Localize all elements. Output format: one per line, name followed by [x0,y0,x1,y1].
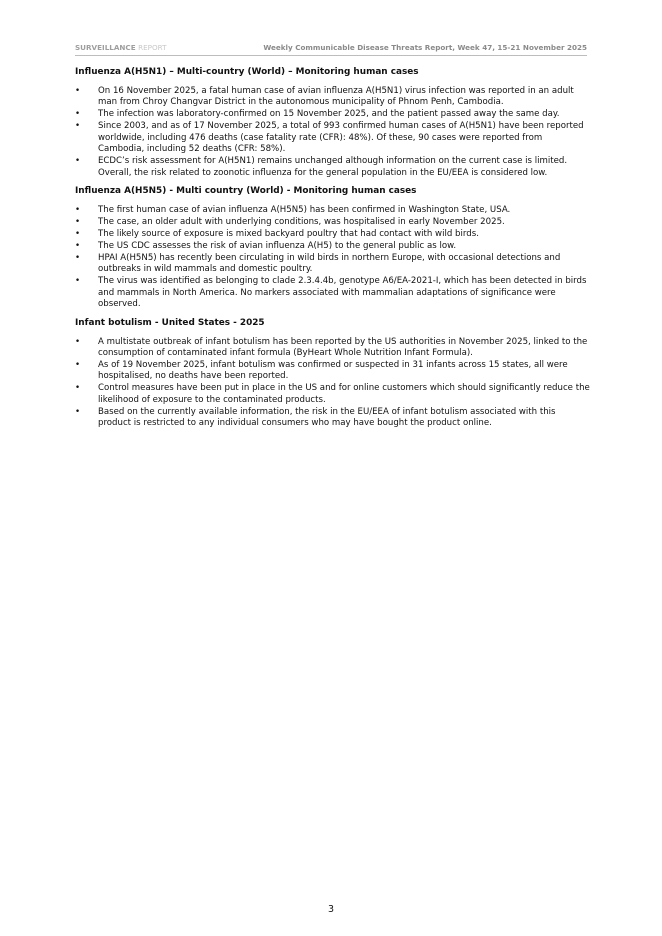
section-title-infant-botulism: Infant botulism - United States - 2025 [75,317,265,328]
section-title-h5n1: Influenza A(H5N1) – Multi-country (World) – Monitoring human cases [75,67,419,77]
bullet-text: The US CDC assesses the risk of avian influenza A(H5) to the general public as low. [98,241,457,252]
bullet-item [75,217,590,228]
bullet-item [75,205,590,216]
bullet-item [75,360,590,383]
page-number: 3 [327,904,335,915]
bullet-text: Since 2003, and as of 17 November 2025, a total of 993 confirmed human cases of A(H5N1) have been reported worldwide, including 476 deaths (case fatality rate (CFR): 48%). Of these, 90 cases were reported from Cambodia, including 52 deaths (CFR: 58%). [98,121,584,155]
bullet-marker: • [75,253,81,264]
header-label-bold: SURVEILLANCE [75,43,136,52]
bullet-marker: • [75,156,81,167]
bullet-marker: • [75,229,81,240]
report-content [75,66,590,436]
bullet-item [75,276,590,310]
bullet-item [75,253,590,276]
bullet-marker: • [75,383,81,394]
bullet-marker: • [75,336,81,347]
bullet-marker: • [75,86,81,96]
bullet-text: ECDC’s risk assessment for A(H5N1) remains unchanged although information on the current case is limited. Overall, the risk related to zoonotic influenza for the general population in the EU/EEA is considered low. [98,156,568,178]
bullet-marker: • [75,276,81,287]
bullet-text: Based on the currently available information, the risk in the EU/EEA of infant botulism associated with this product is restricted to any individual consumers who may have bought the product online. [98,406,556,429]
bullet-marker: • [75,121,81,132]
section-bullets-h5n1 [75,86,590,179]
bullet-item [75,121,590,155]
bullet-marker: • [75,406,81,417]
bullet-item [75,229,590,240]
bullet-text: Control measures have been put in place in the US and for online customers which should significantly reduce the likelihood of exposure to the contaminated products. [98,383,590,405]
bullet-item [75,156,590,179]
bullet-text: The case, an older adult with underlying conditions, was hospitalised in early November 2025. [98,217,505,228]
bullet-marker: • [75,360,81,371]
bullet-marker: • [75,241,81,252]
bullet-marker: • [75,217,81,228]
bullet-marker: • [75,205,81,216]
bullet-item [75,407,590,430]
bullet-text: The first human case of avian influenza A(H5N5) has been confirmed in Washington State, USA. [98,205,511,216]
page-header [75,43,587,56]
bullet-text: As of 19 November 2025, infant botulism was confirmed or suspected in 31 infants across 15 states, all were hospitalised, no deaths have been reported. [98,360,568,382]
header-label-light: REPORT [138,43,167,52]
bullet-text: The virus was identified as belonging to clade 2.3.4.4b, genotype A6/EA-2021-I, which has been detected in birds and mammals in North America. No markers associated with mammalian adaptations of significance were observed. [98,276,587,310]
bullet-item [75,383,590,406]
bullet-text: On 16 November 2025, a fatal human case of avian influenza A(H5N1) virus infection was reported in an adult man from Chroy Changvar District in the autonomous municipality of Phnom Penh, Cambodia. [98,86,574,108]
header-report-title: Weekly Communicable Disease Threats Report, Week 47, 15-21 November 2025 [263,43,587,52]
section-bullets-h5n5 [75,205,590,311]
section-title-h5n5: Influenza A(H5N5) - Multi country (World) - Monitoring human cases [75,186,417,197]
header-label [75,43,167,53]
bullet-item [75,86,590,109]
bullet-item [75,337,590,360]
bullet-text: The infection was laboratory-confirmed on 15 November 2025, and the patient passed away the same day. [98,109,560,120]
bullet-text: A multistate outbreak of infant botulism has been reported by the US authorities in November 2025, linked to the consumption of contaminated infant formula (ByHeart Whole Nutrition Infant Formula). [98,336,588,359]
bullet-text: The likely source of exposure is mixed backyard poultry that had contact with wild birds. [98,229,479,240]
bullet-item [75,109,590,120]
bullet-marker: • [75,109,81,120]
bullet-text: HPAI A(H5N5) has recently been circulating in wild birds in northern Europe, with occasional detections and outbreaks in wild mammals and domestic poultry. [98,253,561,275]
bullet-item [75,241,590,252]
section-bullets-infant-botulism [75,337,590,430]
